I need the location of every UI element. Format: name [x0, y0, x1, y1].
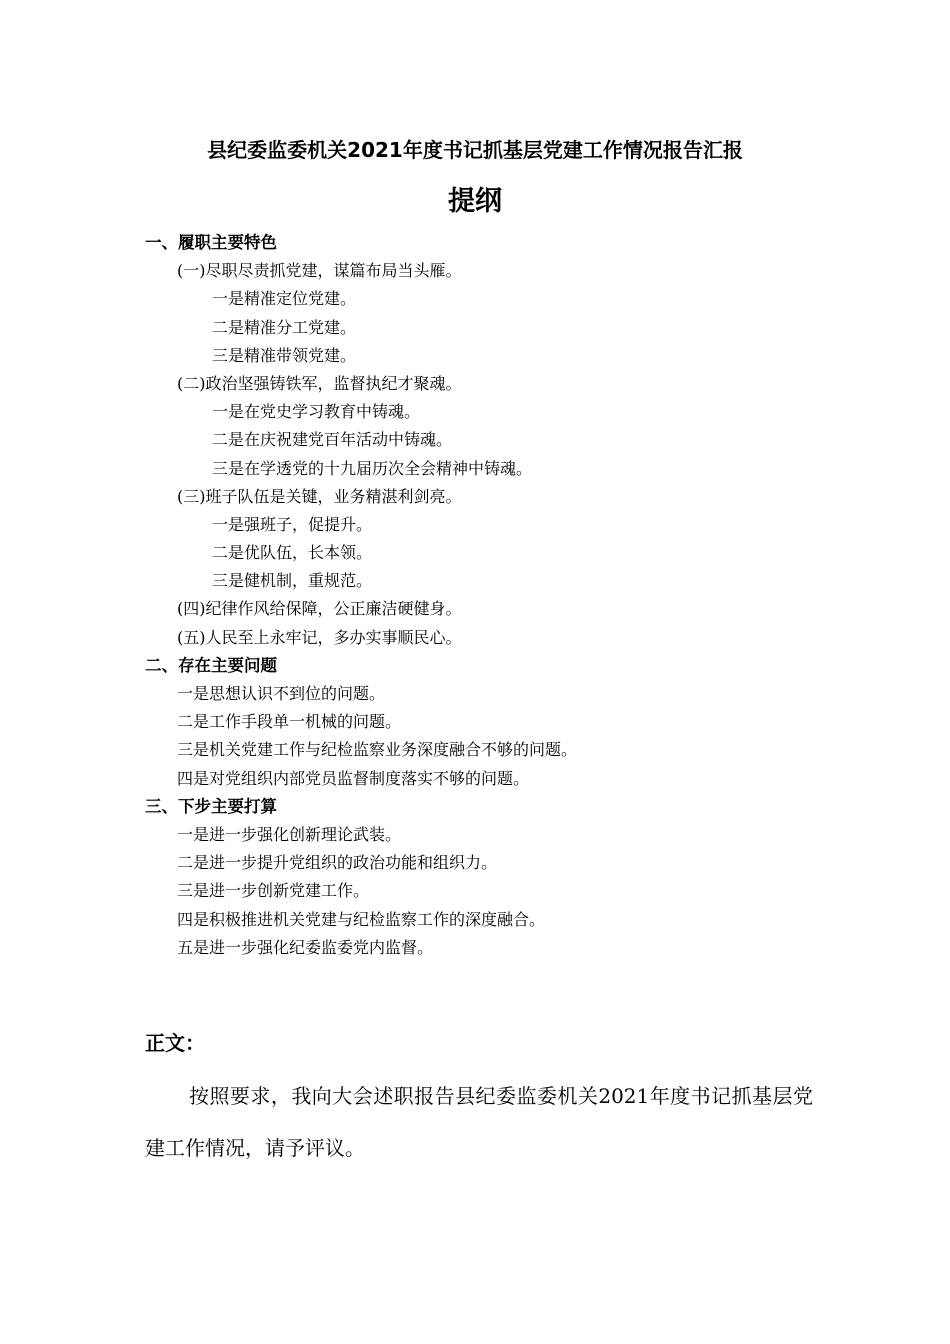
outline-subitem: 三是健机制，重规范。	[212, 571, 373, 591]
body-paragraph: 按照要求，我向大会述职报告县纪委监委机关2021年度书记抓基层党建工作情况，请予评议。	[145, 1084, 813, 1160]
outline-item: (二)政治坚强铸铁军，监督执纪才聚魂。	[177, 373, 462, 393]
outline-item: (四)纪律作风给保障，公正廉洁硬健身。	[177, 599, 462, 619]
outline	[145, 229, 845, 962]
outline-subitem: 一是强班子，促提升。	[212, 514, 373, 534]
outline-subitem: 二是在庆祝建党百年活动中铸魂。	[212, 430, 453, 450]
outline-item: 三是进一步创新党建工作。	[177, 881, 370, 901]
outline-subitem: 二是优队伍，长本领。	[212, 543, 373, 563]
section-heading: 一、履职主要特色	[145, 233, 277, 252]
outline-item: (一)尽职尽责抓党建，谋篇布局当头雁。	[177, 261, 462, 281]
outline-item: 二是工作手段单一机械的问题。	[177, 712, 402, 732]
outline-subitem: 三是在学透党的十九届历次全会精神中铸魂。	[212, 458, 533, 478]
outline-item: 四是对党组织内部党员监督制度落实不够的问题。	[177, 768, 530, 788]
section-heading: 二、存在主要问题	[145, 655, 277, 675]
outline-item: 五是进一步强化纪委监委党内监督。	[177, 937, 434, 957]
outline-item: 三是机关党建工作与纪检监察业务深度融合不够的问题。	[177, 740, 578, 760]
outline-subitem: 一是精准定位党建。	[212, 289, 357, 309]
outline-item: 一是思想认识不到位的问题。	[177, 684, 386, 703]
outline-item: 二是进一步提升党组织的政治功能和组织力。	[177, 853, 498, 873]
document-subtitle: 提纲	[448, 186, 502, 217]
outline-item: 一是进一步强化创新理论武装。	[177, 824, 402, 844]
outline-subitem: 一是在党史学习教育中铸魂。	[212, 402, 421, 422]
outline-item: (三)班子队伍是关键，业务精湛利剑亮。	[177, 486, 462, 506]
body-heading: 正文：	[145, 1031, 205, 1055]
outline-subitem: 二是精准分工党建。	[212, 317, 357, 337]
document-title: 县纪委监委机关2021年度书记抓基层党建工作情况报告汇报	[207, 138, 743, 162]
outline-item: 四是积极推进机关党建与纪检监察工作的深度融合。	[177, 909, 546, 929]
outline-subitem: 三是精准带领党建。	[212, 345, 357, 365]
outline-item: (五)人民至上永牢记，多办实事顺民心。	[177, 627, 462, 647]
section-heading: 三、下步主要打算	[145, 796, 277, 816]
